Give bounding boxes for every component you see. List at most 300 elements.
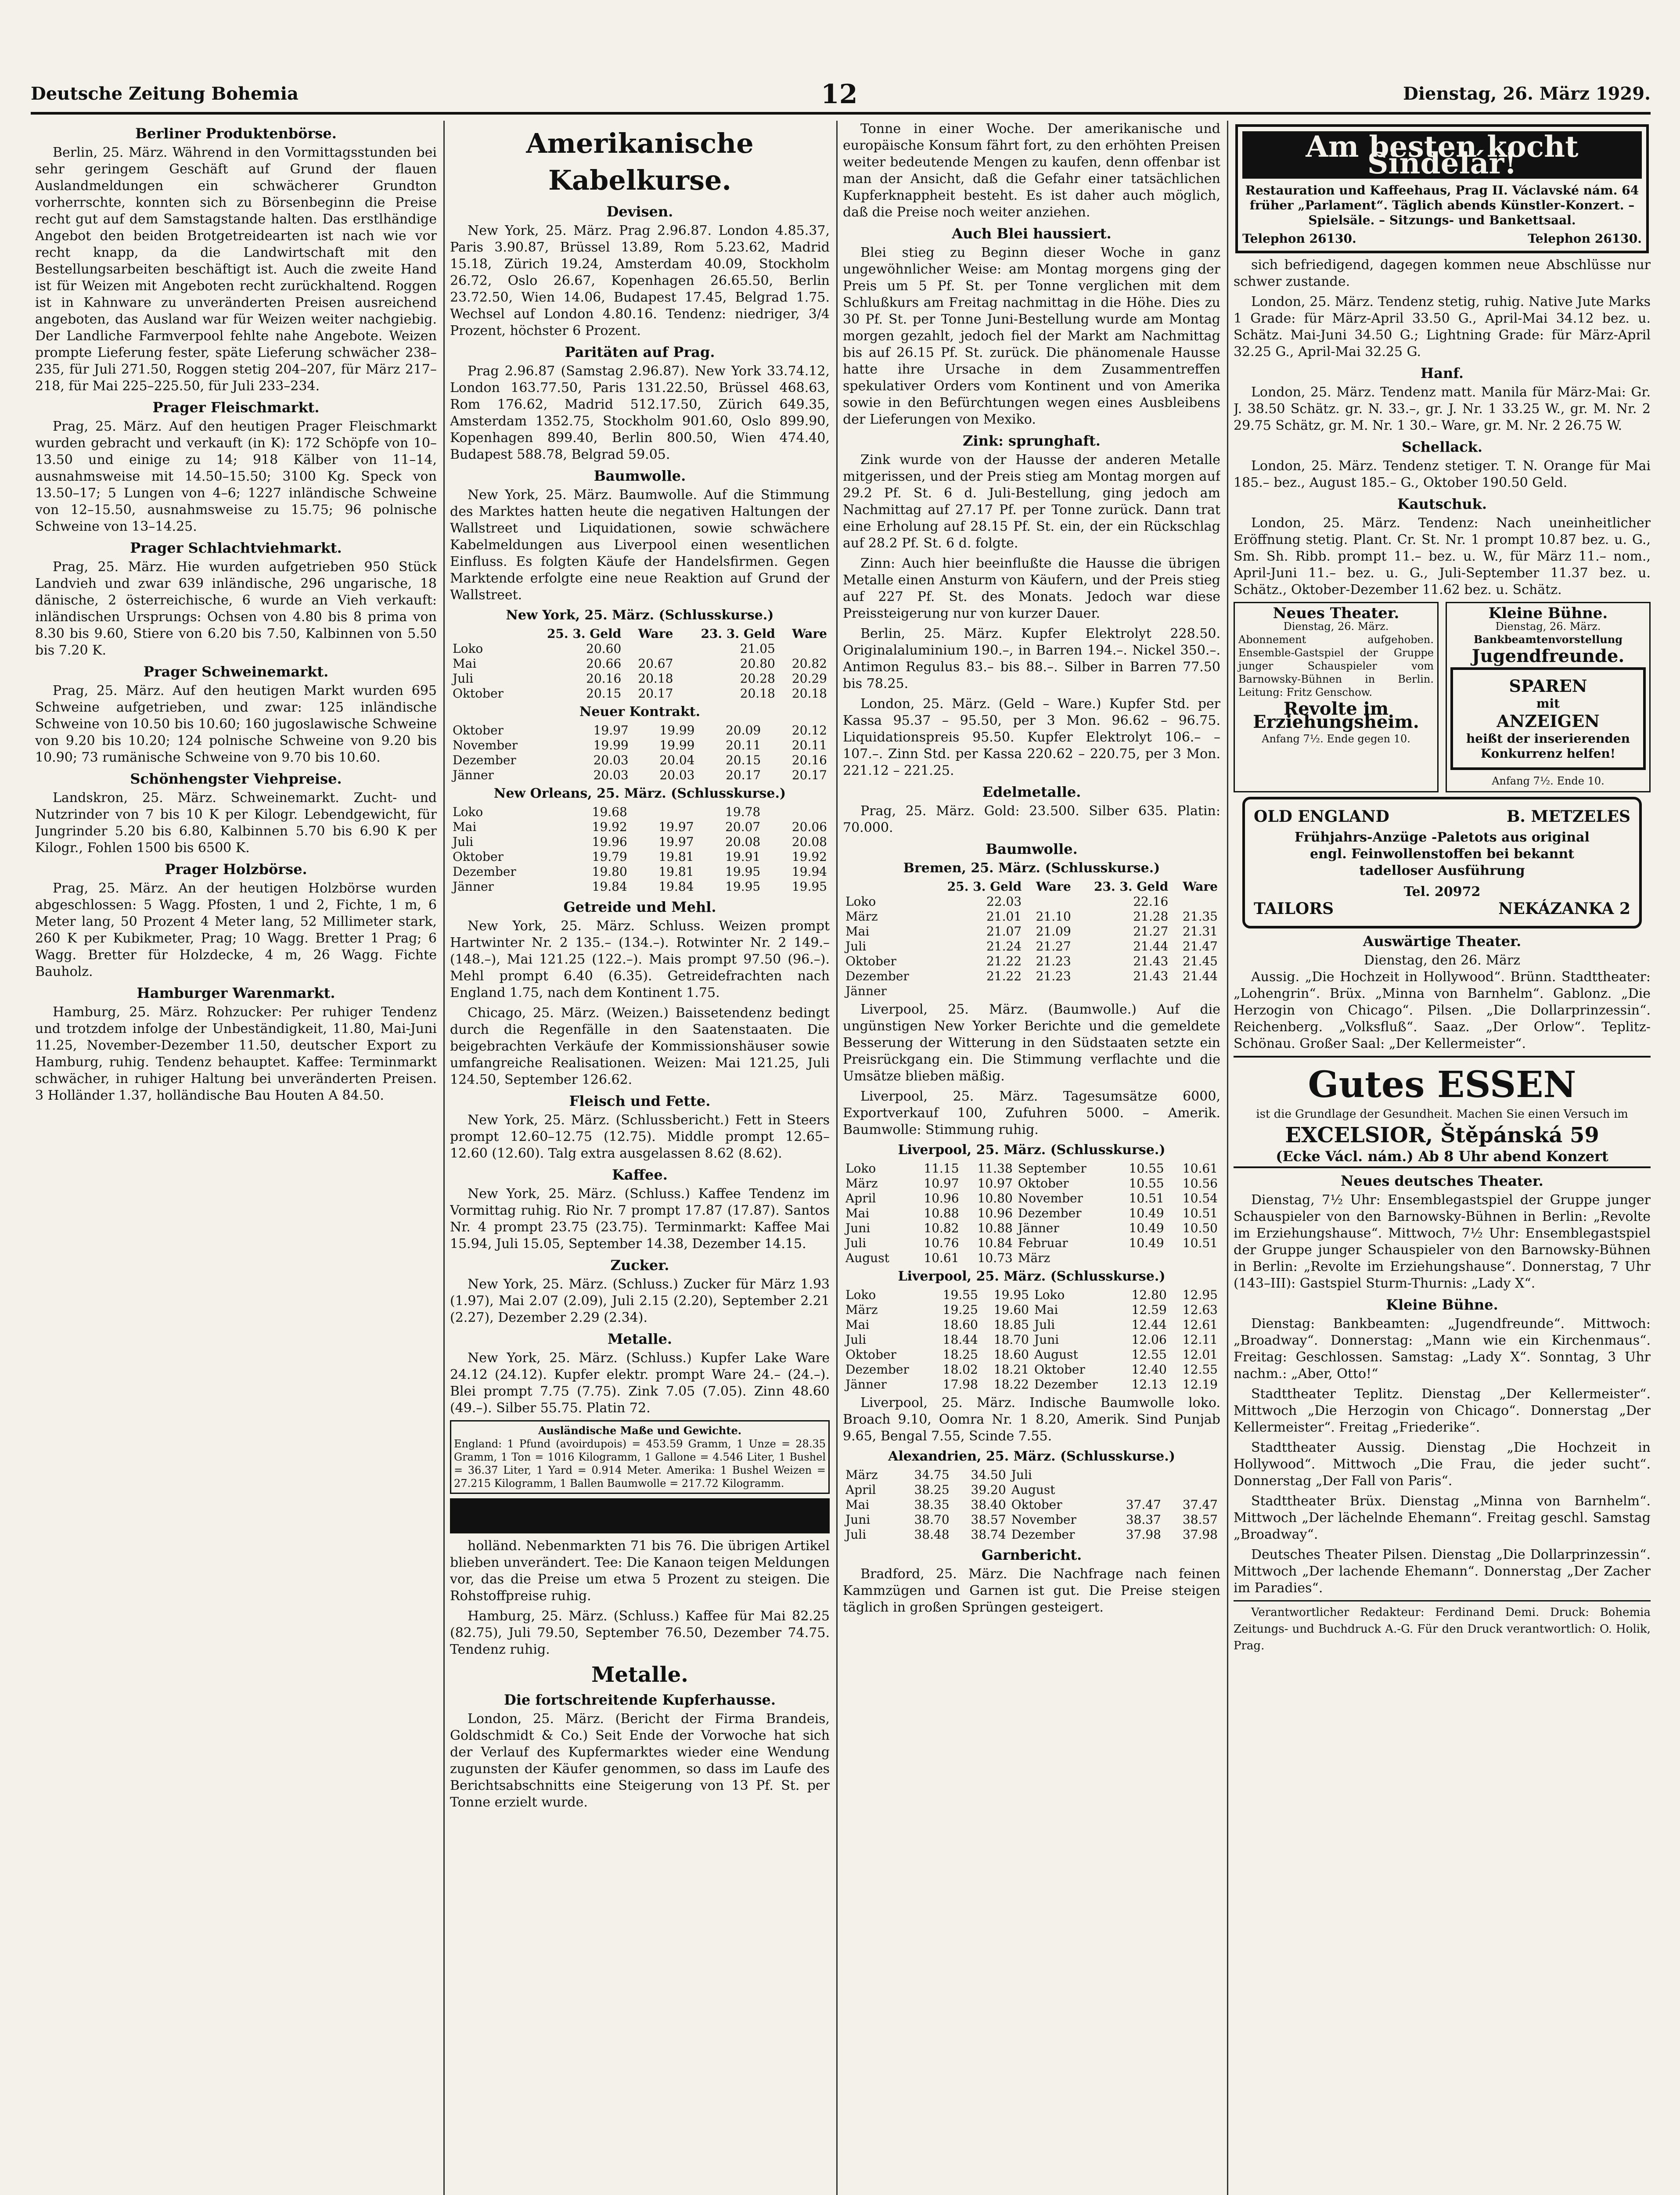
alexandria-table: [843, 1468, 1220, 1542]
table-cell: September: [1018, 1161, 1086, 1176]
section-heading: Baumwolle.: [986, 841, 1078, 857]
article-text: New York, 25. März. Prag 2.96.87. London 4.85.37, Paris 3.90.87, Brüssel 13.89, Rom 5.23.62, Madrid 15.18, Zürich 19.24, Amsterdam 40.09, Stockholm 26.72, Oslo 26.67, Kopenhagen 26.65.50, Berlin 23.72.50, Wien 14.06, Budapest 17.45, Belgrad 1.75. Wechsel auf London 4.80.16. Tendenz: niedriger, 3/4 Prozent, höchster 6 Prozent.: [450, 223, 830, 338]
table-cell: 10.96: [977, 1206, 1013, 1220]
table-row: [843, 1288, 1220, 1303]
table-row: [450, 849, 830, 864]
column-4: [1234, 121, 1651, 2195]
table-cell: Mai: [1034, 1303, 1058, 1317]
impressum: Verantwortlicher Redakteur: Ferdinand Demi. Druck: Bohemia Zeitungs- und Buchdruck A.-G. Für den Druck verantwortlich: O. Holik, Prag.: [1234, 1600, 1651, 1654]
table-cell: [1107, 1483, 1164, 1497]
table-cell: 19.91: [725, 849, 761, 864]
table-cell: Jänner: [1018, 1221, 1059, 1235]
table-cell: 10.56: [1182, 1176, 1218, 1191]
table-cell: Jänner: [845, 1377, 887, 1392]
table-cell: [1024, 984, 1074, 999]
oe-owner: B. METZELES: [1506, 807, 1630, 826]
sparen-mit: mit: [1536, 696, 1560, 711]
table-cell: 10.88: [924, 1206, 959, 1220]
table-cell: März: [845, 1468, 878, 1482]
table-cell: 38.57: [971, 1512, 1006, 1527]
table-cell: Juli: [845, 1332, 867, 1347]
table-cell: Dezember: [845, 969, 909, 983]
table-cell: 17.98: [943, 1377, 978, 1392]
theater-date: Dienstag, den 26. März: [1363, 953, 1521, 968]
table-cell: August: [1011, 1483, 1055, 1497]
table-row: [450, 723, 830, 738]
table-cell: Loko: [845, 1288, 876, 1302]
table-cell: 19.97: [658, 820, 694, 834]
table-cell: Juni: [845, 1221, 871, 1235]
section-heading: Zucker.: [610, 1257, 669, 1274]
table-cell: Juli: [845, 1236, 867, 1250]
table-cell: Oktober: [1034, 1362, 1085, 1377]
table-cell: [1164, 1468, 1220, 1483]
table-cell: 19.80: [592, 864, 627, 879]
table-row: [450, 753, 830, 768]
theater-title: Neues Theater.: [1273, 605, 1399, 622]
table-cell: 12.19: [1182, 1377, 1218, 1392]
table-cell: 10.54: [1182, 1191, 1218, 1205]
page-number: 12: [821, 79, 858, 110]
table-cell: 21.01: [986, 909, 1022, 924]
table-cell: 20.03: [593, 768, 629, 782]
table-cell: 18.85: [993, 1317, 1029, 1332]
table-cell: November: [1011, 1512, 1076, 1527]
ad-sindelar: [1235, 124, 1649, 253]
table-cell: 19.84: [658, 879, 694, 894]
article-text: Bradford, 25. März. Die Nachfrage nach feinen Kammzügen und Garnen ist gut. Die Preise steigen täglich in großen Sprüngen gesteigert.: [843, 1566, 1220, 1615]
table-cell: 10.76: [924, 1236, 959, 1250]
table-cell: 19.95: [791, 879, 827, 894]
measures-text: England: 1 Pfund (avoirdupois) = 453.59 Gramm, 1 Unze = 28.35 Gramm, 1 Ton = 1016 Kilogramm, 1 Gallone = 4.546 Liter, 1 Bushel = 36.37 Liter, 1 Yard = 0.914 Meter. Amerika: 1 Bushel Weizen = 27.215 Kilogramm, 1 Ballen Baumwolle = 217.72 Kilogramm.: [454, 1438, 826, 1490]
table-row: [843, 1221, 1220, 1236]
table-cell: 10.73: [977, 1251, 1013, 1265]
table-cell: Loko: [453, 641, 483, 656]
ad-phone: Telephon 26130.: [1242, 231, 1356, 246]
table-cell: 19.81: [658, 864, 694, 879]
article-text: Prag, 25. März. An der heutigen Holzbörse wurden abgeschlossen: 5 Wagg. Pfosten, 1 und 2, Fichte, 1 m, 6 Meter lang, 50 Prozent 4 Meter lang, 52 Millimeter stark, 260 K per Kubikmeter, Prag; 10 Wagg. Bretter 1 Prag; 6 Wagg. Bretter für Holzdecke, 4 m, 26 Wagg. Fichte Bauholz.: [35, 881, 437, 979]
table-cell: Mai: [845, 1206, 870, 1220]
table-cell: 21.23: [1036, 969, 1071, 983]
table-cell: 21.43: [1133, 954, 1169, 968]
table-cell: 20.18: [638, 671, 673, 686]
table-cell: 38.48: [914, 1527, 950, 1542]
article-text: Zink wurde von der Hausse der anderen Metalle mitgerissen, und der Preis stieg am Montag morgen auf 29.2 Pf. St. 6 d. Juli-Bestellung, ging jedoch am Nachmittag auf 27.17 Pf. per Tonne zurück. Dann trat eine Erholung auf 28.15 Pf. St. ein, der ein Rückschlag auf 28.2 Pf. St. 6 d. folgte.: [843, 452, 1220, 551]
table-cell: August: [845, 1251, 889, 1265]
table-header-cell: Ware: [1183, 879, 1218, 894]
oe-address: NEKÁZANKA 2: [1498, 900, 1630, 918]
table-cell: 38.70: [914, 1512, 950, 1527]
table-cell: 22.03: [986, 894, 1022, 909]
article-text: Landskron, 25. März. Schweinemarkt. Zucht- und Nutzrinder von 7 bis 10 K per Kilogr. Lebendgewicht, für Jungrinder 5.20 bis 6.80, Kalbinnen 5.70 bis 6.90 K per Kilogr., Fohlen 1500 bis 6500 K.: [35, 790, 437, 856]
article-text: New York, 25. März. (Schlussbericht.) Fett in Steers prompt 12.60–12.75 (12.75). Middle prompt 12.65–12.60 (12.60). Talg extra ausgelassen 8.62 (8.62).: [450, 1112, 830, 1161]
table-cell: [1107, 1468, 1164, 1483]
table-cell: 10.97: [977, 1176, 1013, 1191]
article-text: Liverpool, 25. März. (Baumwolle.) Auf die ungünstigen New Yorker Berichte und die gemeldete Besserung der Witterung in den Südstaaten setzte ein Preisrückgang ein. Die Stimmung verflachte und die Umsätze blieben mäßig.: [843, 1002, 1220, 1084]
column-divider: [1227, 121, 1228, 2195]
section-heading: Schellack.: [1401, 439, 1483, 455]
table-cell: 12.13: [1131, 1377, 1167, 1392]
table-cell: November: [453, 738, 518, 752]
masthead: [31, 79, 1651, 114]
table-cell: 18.22: [993, 1377, 1029, 1392]
oe-tailors: TAILORS: [1254, 900, 1334, 918]
section-heading: Metalle.: [607, 1331, 673, 1347]
section-heading: Hamburger Warenmarkt.: [137, 985, 335, 1001]
column-2: [450, 121, 830, 2195]
section-title: Amerikanische Kabelkurse.: [526, 127, 754, 196]
table-cell: Jänner: [453, 768, 494, 782]
table-cell: 12.55: [1131, 1347, 1167, 1362]
table-cell: 18.70: [993, 1332, 1029, 1347]
article-text: New York, 25. März. (Schluss.) Kupfer Lake Ware 24.12 (24.12). Kupfer elektr. prompt Ware 24.– (24.–). Blei prompt 7.75 (7.75). Zink 7.05 (7.05). Zinn 48.60 (49.–). Silber 55.75. Platin 72.: [450, 1350, 830, 1416]
masthead-date: Dienstag, 26. März 1929.: [1403, 83, 1651, 104]
section-heading: Berliner Produktenbörse.: [135, 125, 337, 142]
table-cell: 38.74: [971, 1527, 1006, 1542]
table-cell: 10.51: [1182, 1236, 1218, 1250]
masthead-title: Deutsche Zeitung Bohemia: [31, 83, 299, 104]
liverpool-table: [843, 1161, 1220, 1266]
table-row: [843, 1191, 1220, 1206]
table-row: [450, 835, 830, 849]
table-cell: Februar: [1018, 1236, 1068, 1250]
ink-bar: [450, 1498, 830, 1533]
ad-phones: [1242, 231, 1642, 246]
table-cell: 10.55: [1129, 1176, 1164, 1191]
article-text: London, 25. März. Tendenz stetig, ruhig. Native Jute Marks 1 Grade: für März-April 33.50 G., April-Mai 34.12 bez. u. Schätz. Mai-Juni 34.50 G.; Lightning Grade: für März-April 32.25 G., April-Mai 32.25 G.: [1234, 294, 1651, 360]
table-cell: Dezember: [1018, 1206, 1082, 1220]
article-text: London, 25. März. Tendenz matt. Manila für März-Mai: Gr. J. 38.50 Schätz. gr. N. 33.–, gr. J. Nr. 1 33.25 W., gr. M. Nr. 2 29.75 Schätz, gr. M. Nr. 1 30.– Ware, gr. M. Nr. 2 26.75 W.: [1234, 385, 1651, 433]
article-text: Prag 2.96.87 (Samstag 2.96.87). New York 33.74.12, London 163.77.50, Paris 131.22.50, Brüssel 468.63, Rom 176.62, Madrid 512.17.50, Zürich 649.35, Amsterdam 1352.75, Stockholm 901.60, Oslo 899.90, Kopenhagen 899.40, Berlin 800.50, Wien 474.40, Budapest 588.78, Belgrad 59.05.: [450, 363, 830, 462]
article-text: Aussig. „Die Hochzeit in Hollywood“. Brünn. Stadttheater: „Lohengrin“. Brüx. „Minna von Barnhelm“. Gablonz. „Die Herzogin von Chicago“. Pilsen. „Die Dollarprinzessin“. Reichenberg. „Volksfluß“. Saaz. „Der Orlow“. Teplitz-Schönau. Großer Saal: „Der Kellermeister“.: [1234, 969, 1651, 1051]
table-cell: 20.16: [586, 671, 622, 686]
article-text: Blei stieg zu Beginn dieser Woche in ganz ungewöhnlicher Weise: am Montag morgens ging der Preis um 5 Pf. St. per Tonne verglichen mit dem Schlußkurs am Freitag nachmittag in die Höhe. Dies zu 30 Pf. St. per Tonne Juni-Bestellung wurde am Montag morgen gezahlt, jedoch fiel der Markt am Nachmittag bis auf 26.15 Pf. St. zurück. Die phänomenale Hausse hatte ihre Ursache in dem Zusammentreffen spekulativer Orders vom Kontinent und von Amerika sowie in den Befürchtungen wegen eines Ausbleibens der Lieferungen von Mexiko.: [843, 245, 1220, 427]
new-orleans-table: [450, 805, 830, 894]
table-row: [843, 924, 1220, 939]
table-cell: Juli: [453, 835, 474, 849]
table-cell: Juli: [845, 939, 867, 954]
table-row: [450, 805, 830, 820]
table-row: [843, 939, 1220, 954]
article-text: Berlin, 25. März. Während in den Vormittagsstunden bei sehr geringem Geschäft auf Grund der flauen Auslandmeldungen ein schwächerer Grundton vorherrschte, konnten sich zu Börsenbeginn die Preise recht gut auf dem Samstagstande halten. Das erstlhändige Angebot den beiden Brotgetreidearten ist nach wie vor recht knapp, da die Landwirtschaft mit den Bestellungsarbeiten beschäftigt ist. Auch die zweite Hand ist für Weizen mit Angeboten recht zurückhaltend. Roggen ist in Kahnware zu unveränderten Preisen ausreichend angeboten, das Ausland war für Weizen weiter nachgiebig. Der Landliche Farmverpool fehlte nahe Angebote. Weizen prompte Lieferung fester, späte Lieferung schwächer 238–235, für Juli 271.50, Roggen stetig 204–207, für März 217–218, für Mai 225–225.50, für Juli 233–234.: [35, 145, 437, 394]
article-text: Stadttheater Aussig. Dienstag „Die Hochzeit in Hollywood“. Mittwoch „Die Frau, die jeder sucht“. Donnerstag „Der Fall von Paris“.: [1234, 1440, 1651, 1489]
masthead-rule: [31, 112, 1651, 115]
article-text: Berlin, 25. März. Kupfer Elektrolyt 228.50. Originalaluminium 190.–, in Barren 194.–. Nickel 350.–. Antimon Regulus 83.– bis 88.–. Silber in Barren 77.50 bis 78.25.: [843, 626, 1220, 691]
table-cell: 20.66: [586, 656, 622, 671]
table-header-cell: [843, 879, 927, 894]
section-heading: Hanf.: [1421, 365, 1464, 381]
table-cell: Oktober: [845, 1347, 896, 1362]
table-cell: Dezember: [453, 753, 516, 767]
table-cell: Loko: [845, 894, 876, 909]
table-header-cell: 25. 3. Geld: [547, 626, 622, 641]
table-cell: 19.99: [593, 738, 629, 752]
oe-top: [1254, 808, 1630, 825]
oe-brand: OLD ENGLAND: [1254, 807, 1389, 826]
table-cell: 18.60: [943, 1317, 978, 1332]
table-cell: 38.57: [1182, 1512, 1218, 1527]
table-cell: 18.25: [943, 1347, 978, 1362]
table-cell: [1164, 1483, 1220, 1497]
table-cell: 10.51: [1182, 1206, 1218, 1220]
table-cell: Juli: [453, 671, 474, 686]
table-cell: 19.79: [592, 849, 627, 864]
table-cell: 20.09: [726, 723, 761, 738]
section-heading: Auch Blei haussiert.: [952, 225, 1112, 242]
table-cell: Loko: [453, 805, 483, 819]
article-text: Stadttheater Brüx. Dienstag „Minna von Barnhelm“. Mittwoch „Der lächelnde Ehemann“. Freitag geschl. Samstag „Broadway“.: [1234, 1493, 1651, 1542]
table-cell: [1024, 894, 1074, 909]
table-cell: [1171, 894, 1220, 909]
table-cell: 20.18: [740, 686, 775, 701]
table-cell: 20.15: [586, 686, 622, 701]
ny-new-contract-table: [450, 723, 830, 783]
table-row: [843, 954, 1220, 969]
table-cell: 19.81: [658, 849, 694, 864]
article-text: New York, 25. März. (Schluss.) Zucker für März 1.93 (1.97), Mai 2.07 (2.09), Juli 2.15 (2.20), September 2.21 (2.27), Dezember 2.29 (2.34).: [450, 1277, 830, 1325]
table-cell: Oktober: [1011, 1497, 1062, 1512]
table-cell: 12.59: [1131, 1303, 1167, 1317]
table-row: [843, 984, 1220, 999]
sparen-word: SPAREN: [1509, 676, 1587, 696]
table-cell: 19.96: [592, 835, 627, 849]
table-cell: 37.98: [1126, 1527, 1161, 1542]
ad-excelsior: [1234, 1056, 1651, 1168]
table-row: [843, 1468, 1220, 1483]
section-heading: Kaffee.: [612, 1166, 668, 1183]
section-heading: Paritäten auf Prag.: [565, 344, 715, 360]
table-cell: Juni: [845, 1512, 871, 1527]
table-cell: 20.11: [726, 738, 761, 752]
section-title: Metalle.: [591, 1662, 688, 1687]
table-cell: 19.99: [659, 738, 695, 752]
table-cell: 20.15: [726, 753, 761, 767]
measures-title: Ausländische Maße und Gewichte.: [538, 1424, 742, 1437]
table-cell: 38.37: [1126, 1512, 1161, 1527]
article-text: Liverpool, 25. März. Indische Baumwolle loko. Broach 9.10, Oomra Nr. 1 8.20, Amerik. Sind Punjab 9.65, Bengal 7.55, Scinde 7.55.: [843, 1395, 1220, 1444]
table-cell: Oktober: [453, 849, 504, 864]
oe-bottom: [1254, 900, 1630, 917]
table-cell: 37.47: [1126, 1497, 1161, 1512]
article-text: Hamburg, 25. März. Rohzucker: Per ruhiger Tendenz und trotzdem infolge der Unbeständigkeit, 11.80, Mai-Juni 11.25, November-Dezember 11.50, deutscher Export zu Hamburg, ruhig. Tendenz behauptet. Kaffee: Terminmarkt schwächer, in ruhiger Haltung bei unveränderten Preisen. 3 Holländer 1.37, holländische Bau Houten A 84.50.: [35, 1004, 437, 1103]
table-cell: 10.51: [1129, 1191, 1164, 1205]
table-cell: 12.55: [1182, 1362, 1218, 1377]
article-text: Hamburg, 25. März. (Schluss.) Kaffee für Mai 82.25 (82.75), Juli 79.50, September 76.50, Dezember 74.75. Tendenz ruhig.: [450, 1608, 830, 1657]
table-cell: 19.84: [592, 879, 627, 894]
table-cell: 37.47: [1182, 1497, 1218, 1512]
table-caption: Bremen, 25. März. (Schlusskurse.): [903, 860, 1160, 876]
sparen-slogan: heißt der inserierenden Konkurrenz helfen!: [1466, 731, 1630, 761]
table-caption: New Orleans, 25. März. (Schlusskurse.): [493, 786, 786, 801]
oe-text: Frühjahrs-Anzüge -Paletots aus original engl. Feinwollenstoffen bei bekannt tadelloser Ausführung: [1295, 830, 1590, 878]
table-cell: Juli: [1034, 1317, 1055, 1332]
article-text: Prag, 25. März. Hie wurden aufgetrieben 950 Stück Landvieh und zwar 639 inländische, 296 ungarische, 18 dänische, 2 österreichische, 6 wurde an Vieh verkauft: inländischen Ursprungs: Ochsen von 4.80 bis 8 prima von 8.30 bis 9.60, Stiere von 6.20 bis 7.50, Kalbinnen von 5.50 bis 7.20 K.: [35, 559, 437, 658]
column-3: [843, 121, 1220, 2195]
table-row: [843, 1303, 1220, 1317]
article-text: Dienstag: Bankbeamten: „Jugendfreunde“. Mittwoch: „Broadway“. Donnerstag: „Mann wie ein Kirchenmaus“. Freitag: Geschlossen. Samstag: „Lady X“. Sonntag, 3 Uhr nachm.: „Aber, Otto!“: [1234, 1316, 1651, 1382]
table-cell: 21.44: [1182, 969, 1218, 983]
essen-address: EXCELSIOR, Štěpánská 59: [1285, 1123, 1599, 1148]
table-cell: 20.82: [791, 656, 827, 671]
table-cell: Dezember: [1011, 1527, 1075, 1542]
table-cell: 19.92: [592, 820, 627, 834]
theater-text: Bankbeamtenvorstellung: [1473, 633, 1623, 646]
table-cell: 21.27: [1133, 924, 1169, 939]
article-text: Prag, 25. März. Auf den heutigen Prager Fleischmarkt wurden gebracht und verkauft (in K): 172 Schöpfe von 10–13.50 und einige zu 14; 918 Kälber von 11–14, ausnahmsweise mit 14.50–15.50; 3100 Kg. Speck von 13.50–17; 5 Lungen von 4–6; 1227 inländische Schweine von 12–15.50, ausnahmsweise zu 15.75; 96 polnische Schweine von 13–14.25.: [35, 419, 437, 534]
table-row: [843, 1512, 1220, 1527]
article-text: London, 25. März. Tendenz: Nach uneinheitlicher Eröffnung stetig. Plant. Cr. St. Nr. 1 prompt 10.87 bez. u. G., Sm. Sh. Ribb. prompt 11.– bez. u. W., für März 11.– nom., April-Juni 11.– bez. u. G., Juli-September 11.37 bez. u. Schätz., Oktober-Dezember 11.62 bez. u. Schätz.: [1234, 515, 1651, 597]
theater-foot: Anfang 7½. Ende gegen 10.: [1262, 733, 1410, 745]
table-row: [450, 738, 830, 753]
table-cell: Mai: [845, 1317, 870, 1332]
section-heading: Neues deutsches Theater.: [1341, 1173, 1543, 1189]
theater-play: Jugendfreunde.: [1471, 646, 1625, 666]
section-heading: Baumwolle.: [594, 468, 686, 484]
table-cell: 21.22: [986, 969, 1022, 983]
table-header-row: [450, 626, 830, 641]
table-cell: 10.55: [1129, 1161, 1164, 1176]
column-divider: [836, 121, 838, 2195]
table-row: [450, 671, 830, 686]
article-text: Stadttheater Teplitz. Dienstag „Der Kellermeister“. Mittwoch „Die Herzogin von Chicago“. Donnerstag „Der Kellermeister“. Freitag „Friederike“.: [1234, 1386, 1651, 1435]
table-cell: 19.97: [658, 835, 694, 849]
table-row: [843, 1362, 1220, 1377]
ad-text: Restauration und Kaffeehaus, Prag II. Václavské nám. 64 früher „Parlament“. Täglich abends Künstler-Konzert. – Spielsäle. – Sitzungs- und Bankettsaal.: [1245, 183, 1639, 227]
table-cell: Dezember: [1034, 1377, 1098, 1392]
table-caption: Alexandrien, 25. März. (Schlusskurse.): [888, 1449, 1175, 1464]
table-cell: 10.80: [977, 1191, 1013, 1205]
section-heading: Garnbericht.: [981, 1547, 1082, 1563]
table-cell: 20.08: [791, 835, 827, 849]
table-row: [843, 969, 1220, 984]
table-cell: 11.15: [924, 1161, 959, 1176]
section-heading: Kautschuk.: [1397, 496, 1487, 512]
table-row: [450, 879, 830, 894]
table-cell: 19.55: [943, 1288, 978, 1302]
section-heading: Kleine Bühne.: [1386, 1296, 1498, 1313]
table-header-row: [843, 879, 1220, 894]
table-cell: [624, 641, 676, 656]
table-cell: 21.43: [1133, 969, 1169, 983]
table-cell: Oktober: [845, 954, 896, 968]
table-cell: 20.28: [740, 671, 775, 686]
theater-date: Dienstag, 26. März.: [1283, 620, 1389, 633]
table-cell: 10.49: [1129, 1206, 1164, 1220]
table-cell: 12.61: [1182, 1317, 1218, 1332]
table-cell: 38.35: [914, 1497, 950, 1512]
table-row: [843, 909, 1220, 924]
table-cell: 21.05: [740, 641, 775, 656]
table-cell: 12.95: [1182, 1288, 1218, 1302]
table-cell: 10.96: [924, 1191, 959, 1205]
table-row: [450, 864, 830, 879]
table-header-cell: 23. 3. Geld: [1094, 879, 1169, 894]
table-caption: Neuer Kontrakt.: [579, 704, 701, 720]
section-heading: Prager Schweinemarkt.: [143, 663, 329, 680]
table-cell: 10.84: [977, 1236, 1013, 1250]
table-cell: 12.44: [1131, 1317, 1167, 1332]
table-header-cell: 25. 3. Geld: [947, 879, 1022, 894]
article-text: London, 25. März. (Geld – Ware.) Kupfer Std. per Kassa 95.37 – 95.50, per 3 Mon. 96.62 – 96.75. Liquidationspreis 95.50. Kupfer Elektrolyt 106.– – 107.–. Zinn Std. per Kassa 220.62 – 220.75, per 3 Mon. 221.12 – 221.25.: [843, 696, 1220, 778]
table-cell: 34.75: [914, 1468, 950, 1482]
table-cell: 12.06: [1131, 1332, 1167, 1347]
table-cell: 21.35: [1182, 909, 1218, 924]
table-cell: [763, 805, 830, 820]
table-row: [843, 1332, 1220, 1347]
table-caption: New York, 25. März. (Schlusskurse.): [506, 608, 774, 623]
table-cell: 10.97: [924, 1176, 959, 1191]
table-cell: 21.27: [1036, 939, 1071, 954]
ad-headline: Am besten kocht Sindelár!: [1242, 131, 1642, 179]
table-cell: 39.20: [971, 1483, 1006, 1497]
article-text: Dienstag, 7½ Uhr: Ensemblegastspiel der Gruppe junger Schauspieler von den Barnowsky-Bühnen in Berlin: „Revolte im Erziehungshause“. Mittwoch, 7½ Uhr: Ensemblegastspiel der Gruppe junger Schauspieler von den Barnowsky-Bühnen in Berlin: „Revolte im Erziehungshause“. Donnerstag, 7 Uhr (143–III): Gastspiel Sturm-Thurnis: „Lady X“.: [1234, 1192, 1651, 1291]
table-cell: 21.09: [1036, 924, 1071, 939]
table-row: [843, 894, 1220, 909]
table-cell: 11.38: [977, 1161, 1013, 1176]
table-cell: 21.24: [986, 939, 1022, 954]
table-row: [450, 820, 830, 835]
section-heading: Prager Holzbörse.: [165, 861, 307, 878]
table-cell: [1074, 984, 1171, 999]
article-text: holländ. Nebenmarkten 71 bis 76. Die übrigen Artikel blieben unverändert. Tee: Die Kanaon teigen Meldungen vor, das die Preise um etwa 5 Prozent zu steigen. Die Rohstoffpreise ruhig.: [450, 1538, 830, 1604]
table-cell: 20.60: [586, 641, 622, 656]
table-cell: 21.23: [1036, 954, 1071, 968]
table-cell: 38.40: [971, 1497, 1006, 1512]
table-cell: 19.25: [943, 1303, 978, 1317]
table-cell: 20.17: [638, 686, 673, 701]
table-row: [450, 656, 830, 671]
table-cell: 19.68: [592, 805, 627, 819]
table-cell: April: [845, 1191, 876, 1205]
table-cell: März: [845, 1176, 878, 1191]
table-cell: 19.99: [659, 723, 695, 738]
article-text: London, 25. März. Tendenz stetiger. T. N. Orange für Mai 185.– bez., August 185.– G., Oktober 190.50 Geld.: [1234, 458, 1651, 490]
ad-old-england: [1242, 797, 1642, 928]
table-cell: 21.22: [986, 954, 1022, 968]
theater-box-kleine: [1446, 602, 1651, 792]
table-cell: 10.50: [1182, 1221, 1218, 1235]
column-1: [35, 121, 437, 2195]
table-cell: Dezember: [845, 1362, 909, 1377]
table-cell: 21.47: [1182, 939, 1218, 954]
table-cell: 37.98: [1182, 1527, 1218, 1542]
table-cell: [778, 641, 830, 656]
table-cell: April: [845, 1483, 876, 1497]
table-cell: 20.11: [791, 738, 827, 752]
table-cell: Jänner: [845, 984, 887, 998]
section-heading: Prager Fleischmarkt.: [152, 399, 320, 416]
table-cell: 38.25: [914, 1483, 950, 1497]
table-cell: März: [845, 1303, 878, 1317]
table-cell: 20.07: [725, 820, 761, 834]
table-cell: 20.04: [659, 753, 695, 767]
oe-phone: Tel. 20972: [1403, 884, 1481, 900]
table-cell: 12.80: [1131, 1288, 1167, 1302]
ny-cotton-table: [450, 626, 830, 701]
table-cell: Juli: [1011, 1468, 1032, 1482]
liverpool-egypt-table: [843, 1288, 1220, 1392]
table-cell: 12.11: [1182, 1332, 1218, 1347]
table-cell: 19.95: [725, 879, 761, 894]
table-cell: 12.40: [1131, 1362, 1167, 1377]
table-row: [843, 1251, 1220, 1266]
table-row: [843, 1161, 1220, 1176]
table-cell: Jänner: [453, 879, 494, 894]
table-cell: 19.95: [725, 864, 761, 879]
section-heading: Prager Schlachtviehmarkt.: [130, 540, 342, 556]
table-cell: 20.80: [740, 656, 775, 671]
table-cell: 21.44: [1133, 939, 1169, 954]
